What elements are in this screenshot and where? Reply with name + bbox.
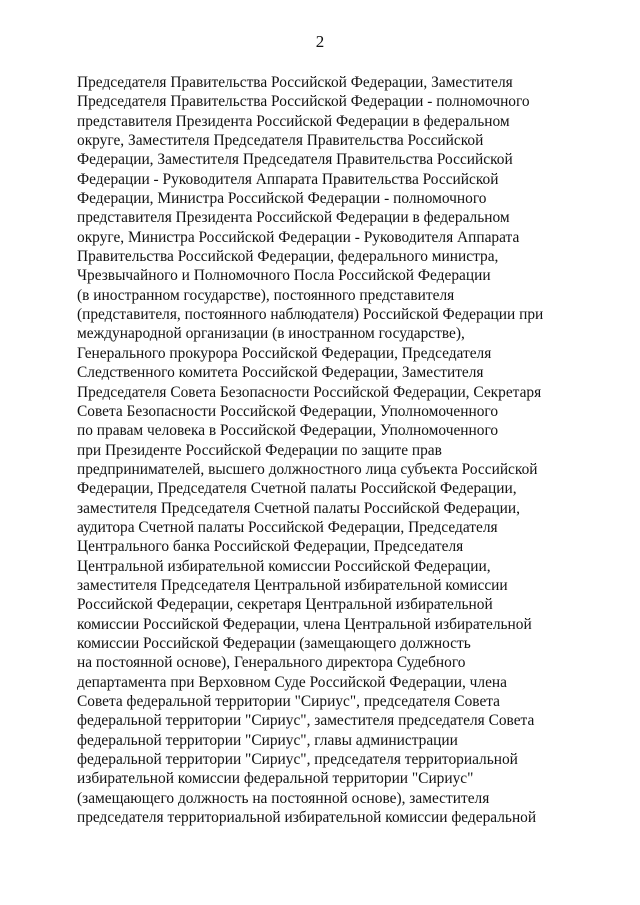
text-line: федеральной территории "Сириус", председателя территориальной: [77, 751, 518, 769]
text-line: федеральной территории "Сириус", заместителя председателя Совета: [77, 712, 535, 730]
text-line: Чрезвычайного и Полномочного Посла Российской Федерации: [77, 267, 491, 285]
text-line: комиссии Российской Федерации (замещающего должность: [77, 634, 471, 652]
text-line: международной организации (в иностранном государстве),: [77, 325, 465, 343]
text-line: Совета федеральной территории "Сириус", председателя Совета: [77, 693, 501, 710]
body-text: [77, 73, 562, 827]
text-line: округе, Заместителя Председателя Правительства Российской: [77, 132, 484, 150]
text-line: представителя Президента Российской Федерации в федеральном: [77, 209, 510, 227]
text-line: на постоянной основе), Генерального директора Судебного: [77, 654, 466, 672]
text-line: Председателя Совета Безопасности Российской Федерации, Секретаря: [77, 383, 542, 401]
text-line: Председателя Правительства Российской Федерации - полномочного: [77, 93, 530, 111]
text-line: представителя Президента Российской Федерации в федеральном: [77, 112, 510, 130]
text-line: председателя территориальной избирательной комиссии федеральной: [77, 809, 537, 827]
text-line: при Президенте Российской Федерации по защите прав: [77, 441, 442, 459]
text-line: округе, Министра Российской Федерации - Руководителя Аппарата: [77, 228, 520, 246]
text-line: (замещающего должность на постоянной основе), заместителя: [77, 789, 490, 807]
text-line: Российской Федерации, секретаря Центральной избирательной: [77, 596, 493, 614]
text-line: аудитора Счетной палаты Российской Федерации, Председателя: [77, 518, 498, 536]
text-line: заместителя Председателя Центральной избирательной комиссии: [77, 576, 508, 594]
text-line: Следственного комитета Российской Федерации, Заместителя: [77, 364, 484, 382]
text-line: комиссии Российской Федерации, члена Центральной избирательной: [77, 615, 532, 633]
text-line: Центрального банка Российской Федерации, Председателя: [77, 538, 464, 556]
text-line: Председателя Правительства Российской Федерации, Заместителя: [77, 74, 513, 91]
text-line: Федерации - Руководителя Аппарата Правительства Российской: [77, 170, 499, 188]
text-line: (представителя, постоянного наблюдателя) Российской Федерации при: [77, 306, 544, 324]
text-line: предпринимателей, высшего должностного лица субъекта Российской: [77, 460, 538, 478]
text-line: Генерального прокурора Российской Федерации, Председателя: [77, 344, 492, 362]
text-line: Федерации, Председателя Счетной палаты Российской Федерации,: [77, 480, 517, 498]
text-line: (в иностранном государстве), постоянного представителя: [77, 286, 455, 304]
text-line: Федерации, Министра Российской Федерации - полномочного: [77, 190, 487, 208]
text-line: заместителя Председателя Счетной палаты Российской Федерации,: [77, 499, 520, 517]
text-line: Центральной избирательной комиссии Российской Федерации,: [77, 557, 491, 575]
text-line: федеральной территории "Сириус", главы администрации: [77, 731, 458, 749]
text-line: по правам человека в Российской Федерации, Уполномоченного: [77, 422, 499, 440]
text-line: Федерации, Заместителя Председателя Правительства Российской: [77, 151, 513, 169]
text-line: избирательной комиссии федеральной территории "Сириус": [77, 770, 474, 788]
text-line: Совета Безопасности Российской Федерации, Уполномоченного: [77, 402, 499, 420]
page-number: 2: [315, 32, 325, 51]
text-line: департамента при Верховном Суде Российской Федерации, члена: [77, 673, 507, 691]
text-line: Правительства Российской Федерации, федерального министра,: [77, 248, 499, 266]
